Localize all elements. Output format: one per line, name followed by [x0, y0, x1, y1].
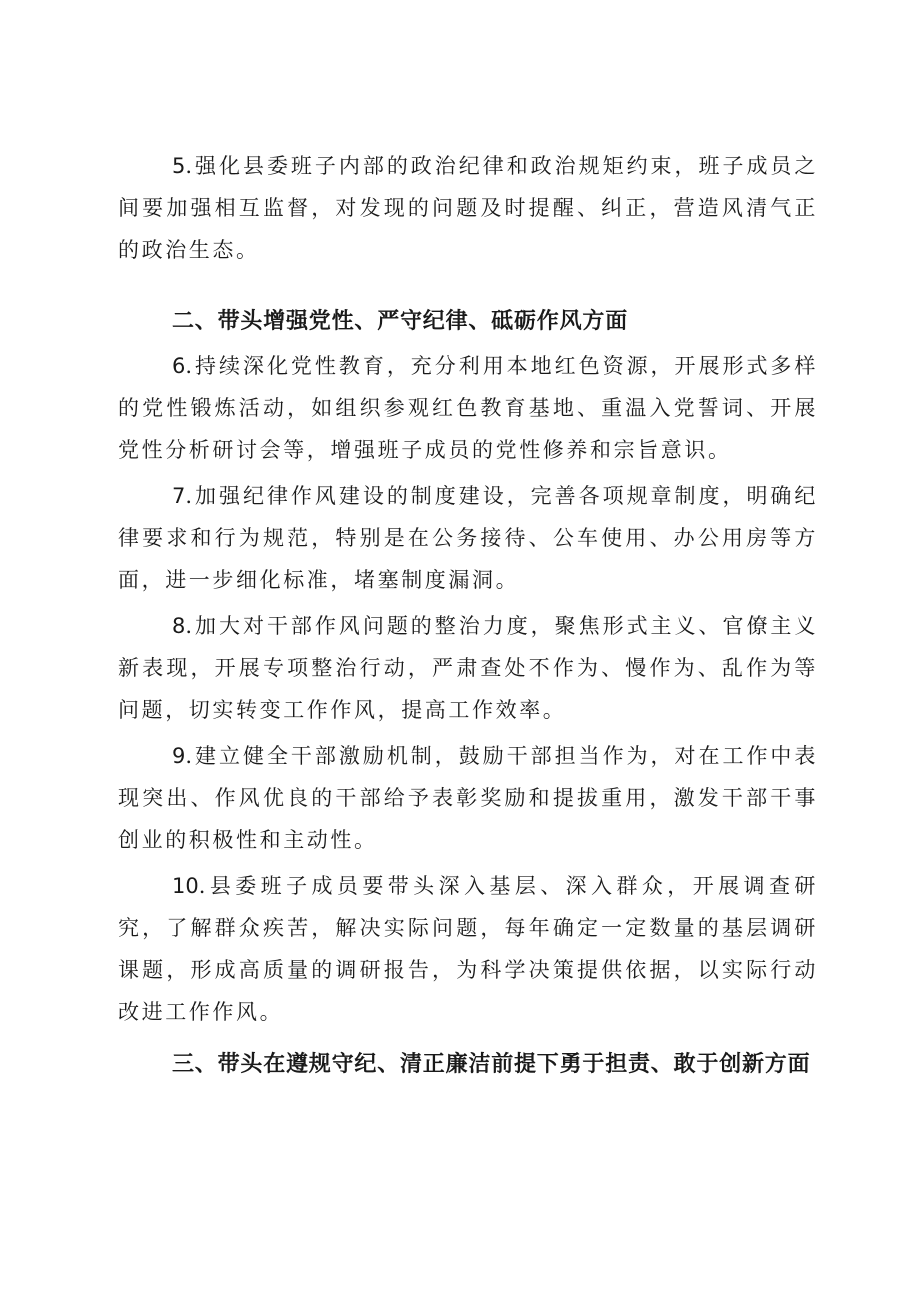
paragraph-text: .加强纪律作风建设的制度建设，完善各项规章制度，明确纪律要求和行为规范，特别是在公务接待、公车使用、办公用房等方面，进一步细化标准，堵塞制度漏洞。 — [118, 484, 818, 592]
paragraph-text: .建立健全干部激励机制，鼓励干部担当作为，对在工作中表现突出、作风优良的干部给予表彰奖励和提拔重用，激发干部干事创业的积极性和主动性。 — [118, 744, 818, 852]
paragraph-text: .持续深化党性教育，充分利用本地红色资源，开展形式多样的党性锻炼活动，如组织参观红色教育基地、重温入党誓词、开展党性分析研讨会等，增强班子成员的党性修养和宗旨意识。 — [118, 354, 818, 462]
paragraph-5 — [118, 145, 818, 271]
paragraph-10 — [118, 865, 818, 1033]
paragraph-8 — [118, 605, 818, 731]
paragraph-number: 5 — [172, 154, 186, 178]
paragraph-text: .加大对干部作风问题的整治力度，聚焦形式主义、官僚主义新表现，开展专项整治行动，严肃查处不作为、慢作为、乱作为等问题，切实转变工作作风，提高工作效率。 — [118, 614, 818, 722]
paragraph-number: 10 — [172, 874, 199, 898]
paragraph-text: .县委班子成员要带头深入基层、深入群众，开展调查研究，了解群众疾苦，解决实际问题，每年确定一定数量的基层调研课题，形成高质量的调研报告，为科学决策提供依据，以实际行动改进工作作风。 — [118, 874, 818, 1024]
paragraph-number: 9 — [172, 744, 186, 768]
paragraph-7 — [118, 475, 818, 601]
paragraph-6 — [118, 345, 818, 471]
paragraph-number: 8 — [172, 614, 186, 638]
paragraph-text: .强化县委班子内部的政治纪律和政治规矩约束，班子成员之间要加强相互监督，对发现的问题及时提醒、纠正，营造风清气正的政治生态。 — [118, 154, 818, 262]
paragraph-number: 6 — [172, 354, 186, 378]
section-heading-3: 三、带头在遵规守纪、清正廉洁前提下勇于担责、敢于创新方面 — [172, 1052, 811, 1077]
paragraph-number: 7 — [172, 484, 186, 508]
section-heading-2: 二、带头增强党性、严守纪律、砥砺作风方面 — [172, 309, 629, 334]
paragraph-9 — [118, 735, 818, 861]
